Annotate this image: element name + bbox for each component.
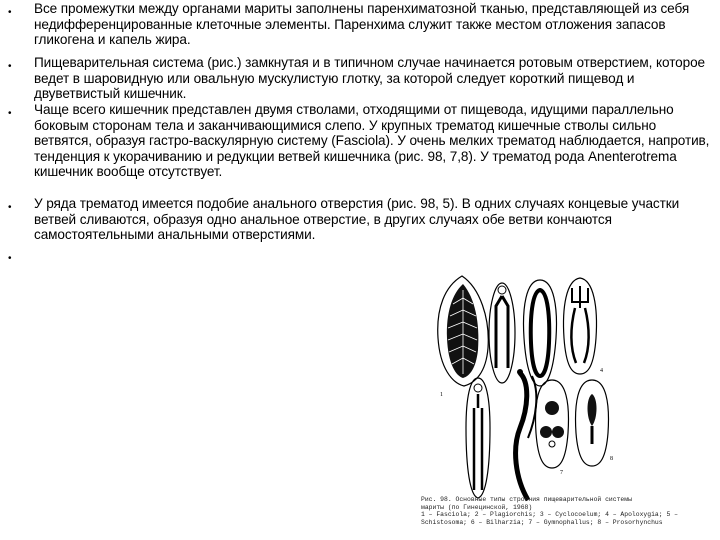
bullet-marker: • [8, 108, 12, 119]
figure-number-7: 7 [560, 470, 563, 476]
figure-number-1: 1 [440, 392, 443, 398]
bullet-marker: • [8, 202, 12, 213]
figure-number-4: 4 [600, 368, 603, 374]
figure-number-3: 3 [546, 358, 549, 364]
fasciola-illustration [438, 276, 489, 386]
bullet-marker: • [8, 253, 12, 264]
gymnophallus-illustration [536, 380, 569, 468]
bullet-marker: • [8, 7, 12, 18]
cyclocoelum-illustration [524, 280, 557, 386]
bilharzia-illustration [516, 369, 537, 500]
paragraph-intestine: Чаще всего кишечник представлен двумя стволами, отходящими от пищевода, идущими параллельно боковым сторонам тела и заканчивающимися слепо. У крупных трематод кишечные стволы сильно ветвятся, образуя гастро-васкулярную систему (Fasciola). У очень мелких трематод наблюдается, напротив, тенденция к укорачиванию и редукции ветвей кишечника (рис. 98, 7,8). У трематод рода Anenterotrema кишечник вообще отсутствует. [34, 102, 710, 179]
bullet-marker: • [8, 61, 12, 72]
caption-line: 1 – Fasciola; 2 – Plagiorchis; 3 – Cyclocoelum; 4 – Apoloxygia; 5 – [421, 511, 678, 519]
figure-caption [421, 496, 711, 526]
prosorhynchus-illustration [576, 380, 609, 466]
paragraph-digestive-system: Пищеварительная система (рис.) замкнутая и в типичном случае начинается ротовым отверстием, которое ведет в шаровидную или овальную мускулистую глотку, за которой следует короткий пищевод и двуветвистый кишечник. [34, 55, 706, 101]
paragraph-parenchyma: Все промежутки между органами мариты заполнены паренхиматозной тканью, представляющей из себя недифференцированные клеточные элементы. Паренхима служит также местом отложения запасов гликогена и капель жира. [34, 1, 690, 47]
caption-line: Schistosoma; 6 – Bilharzia; 7 – Gymnophallus; 8 – Prosorhynchus [421, 518, 663, 526]
caption-line: Рис. 98. Основные типы строения пищеварительной системы [421, 496, 632, 503]
caption-line: мариты (по Гинецинской, 1968) [421, 503, 533, 511]
schistosoma-illustration [466, 378, 490, 498]
paragraph-anal-opening: У ряда трематод имеется подобие анального отверстия (рис. 98, 5). В одних случаях концевые участки ветвей сливаются, образуя одно анальное отверстие, в других случаях обе ветви кончаются самостоятельными анальными отверстиями. [34, 196, 680, 242]
plagiorchis-illustration [489, 283, 515, 383]
figure-number-8: 8 [610, 456, 613, 462]
apoloxygia-illustration [564, 278, 597, 374]
